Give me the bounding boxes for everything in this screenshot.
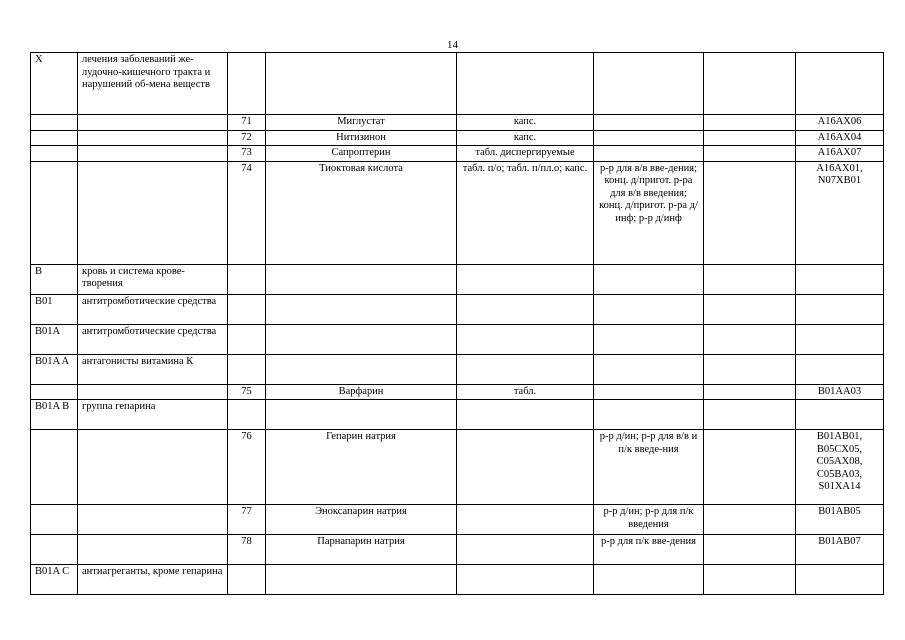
atc-group-name — [78, 130, 228, 146]
page-number: 14 — [447, 39, 458, 51]
atc-group-name — [78, 384, 228, 400]
injection-form — [594, 115, 704, 131]
atc-code: B01AB05 — [796, 505, 884, 535]
empty-cell — [704, 430, 796, 505]
atc-group-name — [78, 146, 228, 162]
atc-code — [796, 294, 884, 324]
injection-form — [594, 130, 704, 146]
atc-group-name: антитромботические средства — [78, 294, 228, 324]
row-number: 75 — [228, 384, 266, 400]
drug-name: Миглустат — [266, 115, 457, 131]
row-number — [228, 565, 266, 595]
injection-form — [594, 53, 704, 115]
drug-name: Тиоктовая кислота — [266, 161, 457, 264]
table-row — [31, 294, 884, 324]
row-number — [228, 324, 266, 354]
drug-name: Парнапарин натрия — [266, 535, 457, 565]
table-row — [31, 264, 884, 294]
table-row — [31, 53, 884, 115]
table-row — [31, 161, 884, 264]
dosage-form: табл. п/о; табл. п/пл.о; капс. — [457, 161, 594, 264]
atc-code — [796, 53, 884, 115]
dosage-form: табл. — [457, 384, 594, 400]
atc-code: A16AX01, N07XB01 — [796, 161, 884, 264]
empty-cell — [704, 294, 796, 324]
drug-name: Эноксапарин натрия — [266, 505, 457, 535]
atc-group-code: B01A — [31, 324, 78, 354]
dosage-form — [457, 430, 594, 505]
atc-group-code — [31, 384, 78, 400]
table-row — [31, 400, 884, 430]
injection-form — [594, 324, 704, 354]
atc-group-name — [78, 535, 228, 565]
dosage-form — [457, 264, 594, 294]
injection-form — [594, 354, 704, 384]
atc-group-code: B01A A — [31, 354, 78, 384]
empty-cell — [704, 354, 796, 384]
atc-group-code: B01 — [31, 294, 78, 324]
injection-form: р-р д/ин; р-р для п/к введения — [594, 505, 704, 535]
row-number — [228, 400, 266, 430]
drug-name: Гепарин натрия — [266, 430, 457, 505]
dosage-form — [457, 354, 594, 384]
atc-group-name: лечения заболеваний же-лудочно-кишечного тракта и нарушений об-мена веществ — [78, 53, 228, 115]
empty-cell — [704, 130, 796, 146]
atc-group-name: антагонисты витамина К — [78, 354, 228, 384]
atc-code — [796, 565, 884, 595]
dosage-form — [457, 505, 594, 535]
atc-group-name: антитромботические средства — [78, 324, 228, 354]
atc-code — [796, 324, 884, 354]
drug-name: Нитизинон — [266, 130, 457, 146]
drug-name — [266, 53, 457, 115]
atc-group-name: кровь и система крове-творения — [78, 264, 228, 294]
atc-group-code: B — [31, 264, 78, 294]
atc-group-code — [31, 430, 78, 505]
table-row — [31, 535, 884, 565]
atc-group-code — [31, 535, 78, 565]
drug-name — [266, 264, 457, 294]
atc-group-code: B01A B — [31, 400, 78, 430]
injection-form: р-р для в/в вве-дения; конц. д/пригот. р-ра для в/в введения; конц. д/пригот. р-ра д/инф; р-р д/инф — [594, 161, 704, 264]
dosage-form — [457, 535, 594, 565]
atc-group-name: антиагреганты, кроме гепарина — [78, 565, 228, 595]
empty-cell — [704, 53, 796, 115]
dosage-form: табл. диспергируемые — [457, 146, 594, 162]
atc-code: B01AA03 — [796, 384, 884, 400]
row-number: 73 — [228, 146, 266, 162]
empty-cell — [704, 535, 796, 565]
atc-group-code — [31, 505, 78, 535]
table-row — [31, 384, 884, 400]
dosage-form — [457, 294, 594, 324]
row-number: 74 — [228, 161, 266, 264]
drug-name — [266, 565, 457, 595]
atc-group-code: B01A C — [31, 565, 78, 595]
injection-form — [594, 565, 704, 595]
table-row — [31, 324, 884, 354]
atc-group-code — [31, 146, 78, 162]
table-row — [31, 505, 884, 535]
row-number — [228, 53, 266, 115]
drug-name — [266, 294, 457, 324]
row-number — [228, 264, 266, 294]
row-number: 76 — [228, 430, 266, 505]
atc-group-name — [78, 115, 228, 131]
empty-cell — [704, 264, 796, 294]
table-row — [31, 430, 884, 505]
row-number — [228, 294, 266, 324]
injection-form — [594, 384, 704, 400]
injection-form: р-р для п/к вве-дения — [594, 535, 704, 565]
atc-code — [796, 354, 884, 384]
table-row — [31, 146, 884, 162]
drug-name: Варфарин — [266, 384, 457, 400]
atc-group-code — [31, 130, 78, 146]
atc-group-name: группа гепарина — [78, 400, 228, 430]
empty-cell — [704, 115, 796, 131]
dosage-form: капс. — [457, 130, 594, 146]
injection-form — [594, 264, 704, 294]
empty-cell — [704, 161, 796, 264]
row-number: 78 — [228, 535, 266, 565]
table-row — [31, 565, 884, 595]
row-number: 71 — [228, 115, 266, 131]
medication-table — [30, 52, 884, 595]
empty-cell — [704, 505, 796, 535]
dosage-form: капс. — [457, 115, 594, 131]
drug-name — [266, 354, 457, 384]
empty-cell — [704, 324, 796, 354]
empty-cell — [704, 146, 796, 162]
atc-group-code: X — [31, 53, 78, 115]
atc-code — [796, 264, 884, 294]
injection-form: р-р д/ин; р-р для в/в и п/к введе-ния — [594, 430, 704, 505]
dosage-form — [457, 53, 594, 115]
table-row — [31, 130, 884, 146]
atc-group-name — [78, 505, 228, 535]
atc-code — [796, 400, 884, 430]
atc-code: A16AX04 — [796, 130, 884, 146]
dosage-form — [457, 324, 594, 354]
atc-code: B01AB07 — [796, 535, 884, 565]
drug-name — [266, 324, 457, 354]
dosage-form — [457, 400, 594, 430]
injection-form — [594, 400, 704, 430]
dosage-form — [457, 565, 594, 595]
atc-code: A16AX06 — [796, 115, 884, 131]
injection-form — [594, 146, 704, 162]
row-number — [228, 354, 266, 384]
atc-group-name — [78, 161, 228, 264]
atc-group-code — [31, 115, 78, 131]
table-body — [31, 53, 884, 595]
empty-cell — [704, 384, 796, 400]
row-number: 77 — [228, 505, 266, 535]
atc-code: A16AX07 — [796, 146, 884, 162]
table-row — [31, 354, 884, 384]
table-row — [31, 115, 884, 131]
empty-cell — [704, 565, 796, 595]
atc-group-name — [78, 430, 228, 505]
empty-cell — [704, 400, 796, 430]
atc-code: B01AB01, B05CX05, C05AX08, C05BA03, S01XA14 — [796, 430, 884, 505]
injection-form — [594, 294, 704, 324]
atc-group-code — [31, 161, 78, 264]
drug-name: Сапроптерин — [266, 146, 457, 162]
row-number: 72 — [228, 130, 266, 146]
drug-name — [266, 400, 457, 430]
